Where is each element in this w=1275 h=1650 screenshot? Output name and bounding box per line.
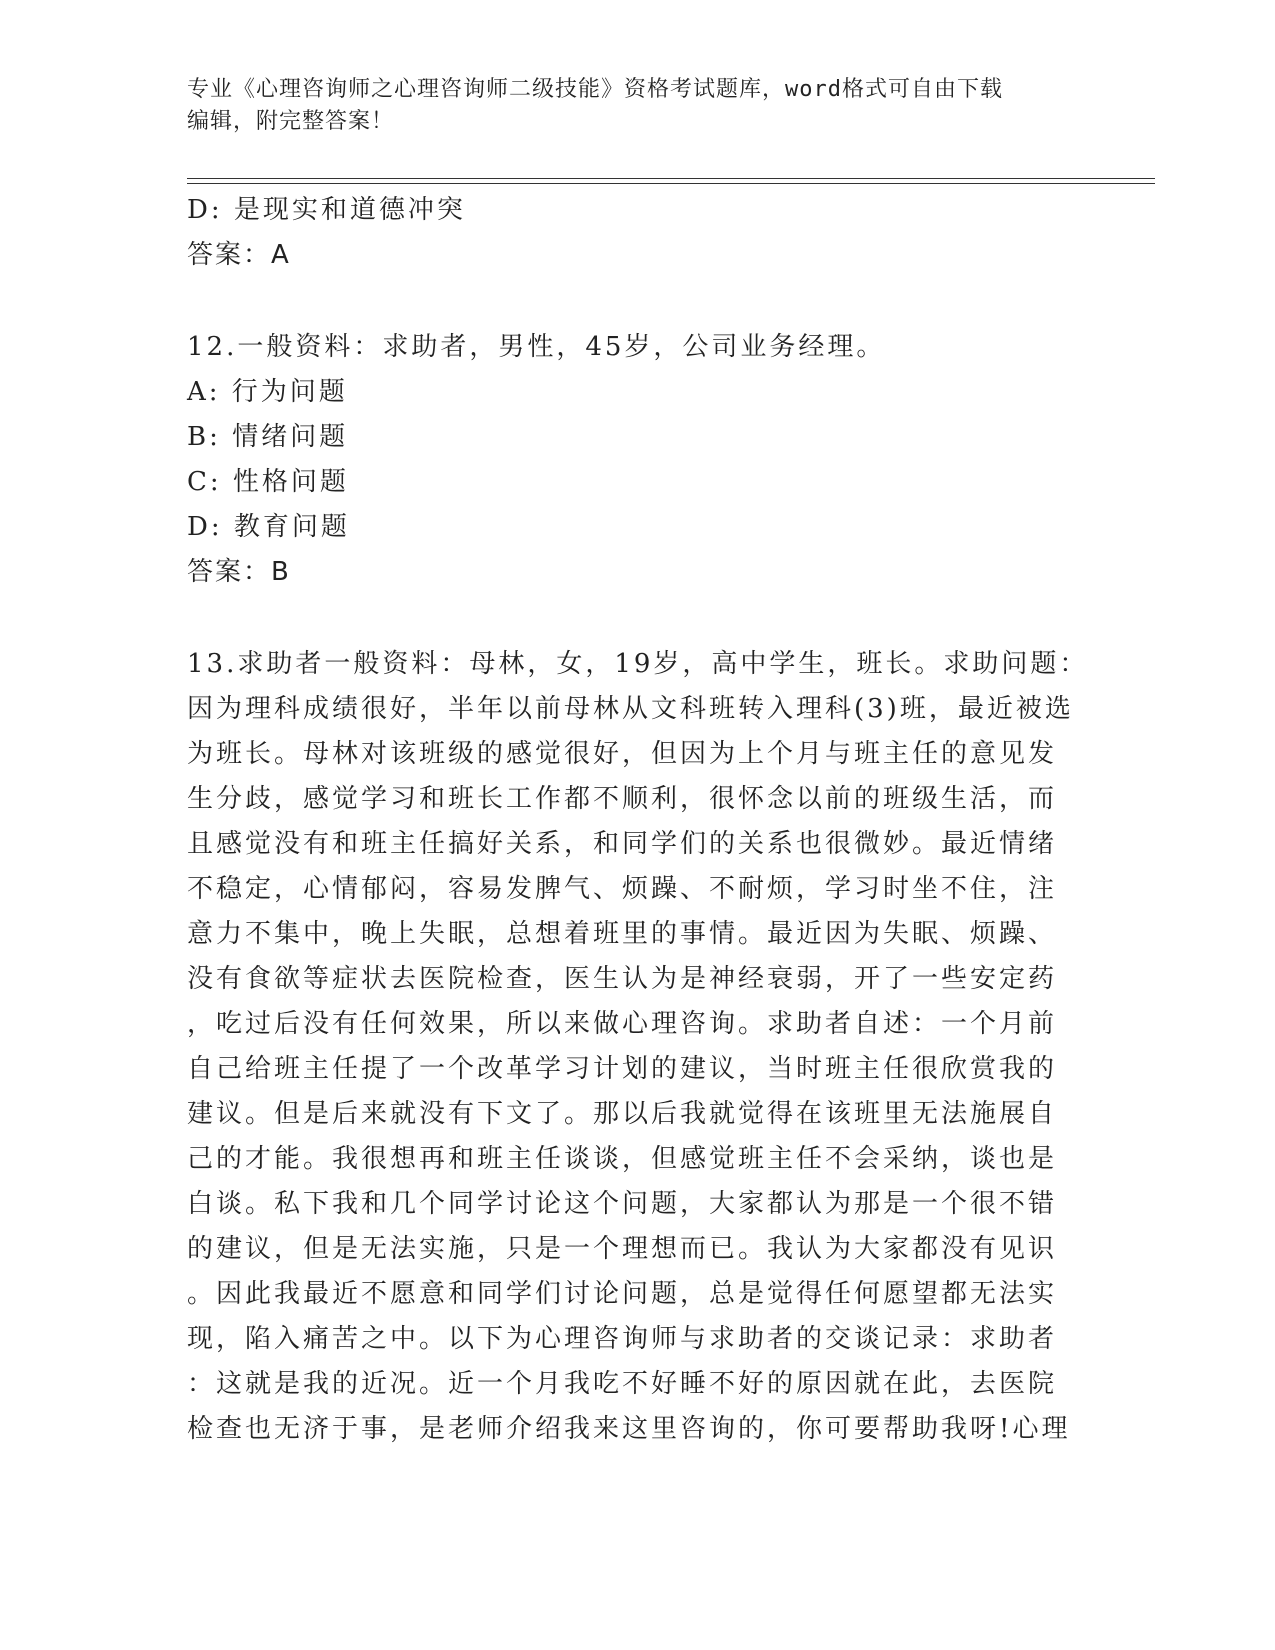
option-a: A: 行为问题	[187, 377, 348, 407]
paragraph-line: 白谈。私下我和几个同学讨论这个问题，大家都认为那是一个很不错	[187, 1189, 1058, 1219]
paragraph-line: 且感觉没有和班主任搞好关系，和同学们的关系也很微妙。最近情绪	[187, 829, 1058, 859]
option-c: C: 性格问题	[187, 467, 349, 497]
header-divider	[187, 178, 1155, 179]
question-12	[187, 325, 1087, 595]
option-d: D: 是现实和道德冲突	[187, 195, 466, 225]
paragraph-line: 检查也无济于事，是老师介绍我来这里咨询的，你可要帮助我呀!心理	[187, 1414, 1071, 1444]
paragraph-line: 因为理科成绩很好，半年以前母林从文科班转入理科(3)班，最近被选	[187, 694, 1074, 724]
page-header	[187, 74, 1087, 138]
paragraph-line: 生分歧，感觉学习和班长工作都不顺利，很怀念以前的班级生活，而	[187, 784, 1058, 814]
paragraph-line: 没有食欲等症状去医院检查，医生认为是神经衰弱，开了一些安定药	[187, 964, 1058, 994]
header-divider-thin	[187, 183, 1155, 184]
paragraph-line: 意力不集中，晚上失眠，总想着班里的事情。最近因为失眠、烦躁、	[187, 919, 1058, 949]
option-d: D: 教育问题	[187, 512, 350, 542]
document-body	[187, 188, 1087, 1452]
answer-line: 答案：B	[187, 557, 291, 587]
header-line-2: 编辑，附完整答案！	[187, 109, 395, 134]
paragraph-line: 的建议，但是无法实施，只是一个理想而已。我认为大家都没有见识	[187, 1234, 1058, 1264]
question-13-text	[187, 642, 1089, 1452]
question-11-tail	[187, 188, 1087, 278]
paragraph-line: 自己给班主任提了一个改革学习计划的建议，当时班主任很欣赏我的	[187, 1054, 1058, 1084]
answer-line: 答案：A	[187, 240, 291, 270]
paragraph-line: ：这就是我的近况。近一个月我吃不好睡不好的原因就在此，去医院	[187, 1369, 1058, 1399]
paragraph-line: 建议。但是后来就没有下文了。那以后我就觉得在该班里无法施展自	[187, 1099, 1058, 1129]
paragraph-line: ，吃过后没有任何效果，所以来做心理咨询。求助者自述：一个月前	[187, 1009, 1058, 1039]
question-stem: 12.一般资料：求助者，男性，45岁，公司业务经理。	[187, 332, 886, 362]
spacer	[187, 278, 1087, 325]
spacer	[187, 595, 1087, 642]
paragraph-line: 为班长。母林对该班级的感觉很好，但因为上个月与班主任的意见发	[187, 739, 1058, 769]
option-b: B: 情绪问题	[187, 422, 349, 452]
paragraph-line: 现，陷入痛苦之中。以下为心理咨询师与求助者的交谈记录：求助者	[187, 1324, 1058, 1354]
header-line-1: 专业《心理咨询师之心理咨询师二级技能》资格考试题库，word格式可自由下载	[187, 77, 1003, 102]
paragraph-line: 己的才能。我很想再和班主任谈谈，但感觉班主任不会采纳，谈也是	[187, 1144, 1058, 1174]
paragraph-line: 不稳定，心情郁闷，容易发脾气、烦躁、不耐烦，学习时坐不住，注	[187, 874, 1058, 904]
paragraph-line: 。因此我最近不愿意和同学们讨论问题，总是觉得任何愿望都无法实	[187, 1279, 1058, 1309]
paragraph-line: 13.求助者一般资料：母林，女，19岁，高中学生，班长。求助问题：	[187, 649, 1089, 679]
